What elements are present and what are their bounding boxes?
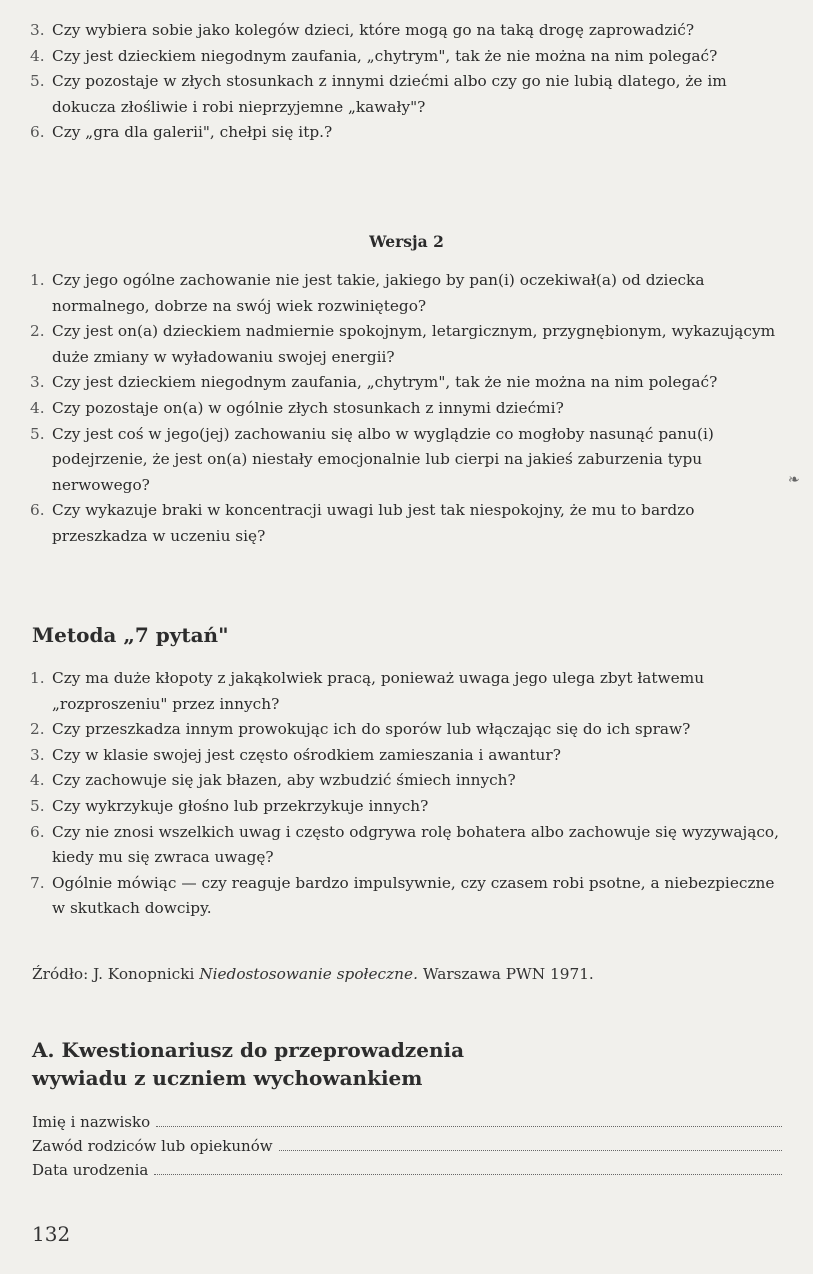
list-item: 5. Czy pozostaje w złych stosunkach z innymi dziećmi albo czy go nie lubią dlatego, że im dokucza złośliwie i robi nieprzyjemne „kawały"? xyxy=(30,72,727,116)
source-citation: Źródło: J. Konopnicki Niedostosowanie społeczne. Warszawa PWN 1971. xyxy=(32,965,594,983)
margin-mark: ❧ xyxy=(788,472,800,488)
fill-in-line xyxy=(279,1138,782,1151)
metoda-title: Metoda „7 pytań" xyxy=(32,623,229,647)
list-item: 3. Czy w klasie swojej jest często ośrodkiem zamieszania i awantur? xyxy=(30,745,561,764)
list-item: 5. Czy jest coś w jego(jej) zachowaniu się albo w wyglądzie co mogłoby nasunąć panu(i) podejrzenie, że jest on(a) niestały emocjonalnie lub cierpi na jakieś zaburzenia typu nerwowego? xyxy=(30,424,714,494)
fill-in-line xyxy=(154,1162,782,1175)
list-item: 6. Czy wykazuje braki w koncentracji uwagi lub jest tak niespokojny, że mu to bardzo przeszkadza w uczeniu się? xyxy=(30,501,695,545)
question-list-top xyxy=(30,18,782,146)
list-item: 5. Czy wykrzykuje głośno lub przekrzykuje innych? xyxy=(30,796,429,815)
list-item: 4. Czy pozostaje on(a) w ogólnie złych stosunkach z innymi dziećmi? xyxy=(30,398,564,417)
page-number: 132 xyxy=(32,1222,71,1246)
list-item: 7. Ogólnie mówiąc — czy reaguje bardzo impulsywnie, czy czasem robi psotne, a niebezpieczne w skutkach dowcipy. xyxy=(30,873,775,918)
list-item: 4. Czy zachowuje się jak błazen, aby wzbudzić śmiech innych? xyxy=(30,771,516,790)
question-list-wersja-2 xyxy=(30,268,782,550)
parents-occupation-field: Zawód rodziców lub opiekunów xyxy=(32,1137,782,1155)
list-item: 3. Czy wybiera sobie jako kolegów dzieci, które mogą go na taką drogę zaprowadzić? xyxy=(30,21,695,39)
question-list-metoda xyxy=(30,666,782,922)
name-field: Imię i nazwisko xyxy=(32,1113,782,1131)
list-item: 1. Czy jego ogólne zachowanie nie jest takie, jakiego by pan(i) oczekiwał(a) od dziecka normalnego, dobrze na swój wiek rozwiniętego? xyxy=(30,271,705,315)
fill-in-line xyxy=(156,1114,782,1127)
list-item: 1. Czy ma duże kłopoty z jakąkolwiek pracą, ponieważ uwaga jego ulega zbyt łatwemu „rozproszeniu" przez innych? xyxy=(30,669,705,713)
wersja-heading: Wersja 2 xyxy=(369,232,444,251)
list-item: 3. Czy jest dzieckiem niegodnym zaufania, „chytrym", tak że nie można na nim polegać? xyxy=(30,373,718,392)
list-item: 2. Czy jest on(a) dzieckiem nadmiernie spokojnym, letargicznym, przygnębionym, wykazującym duże zmiany w wyładowaniu swojej energii? xyxy=(30,322,776,366)
list-item: 2. Czy przeszkadza innym prowokując ich do sporów lub włączając się do ich spraw? xyxy=(30,720,691,739)
list-item: 6. Czy „gra dla galerii", chełpi się itp.? xyxy=(30,123,333,142)
birth-date-field: Data urodzenia xyxy=(32,1161,782,1179)
list-item: 6. Czy nie znosi wszelkich uwag i często odgrywa rolę bohatera albo zachowuje się wyzywająco, kiedy mu się zwraca uwagę? xyxy=(30,822,779,867)
list-item: 4. Czy jest dzieckiem niegodnym zaufania, „chytrym", tak że nie można na nim polegać? xyxy=(30,46,718,65)
questionnaire-title: A. Kwestionariusz do przeprowadzenia wywiadu z uczniem wychowankiem xyxy=(32,1038,465,1090)
